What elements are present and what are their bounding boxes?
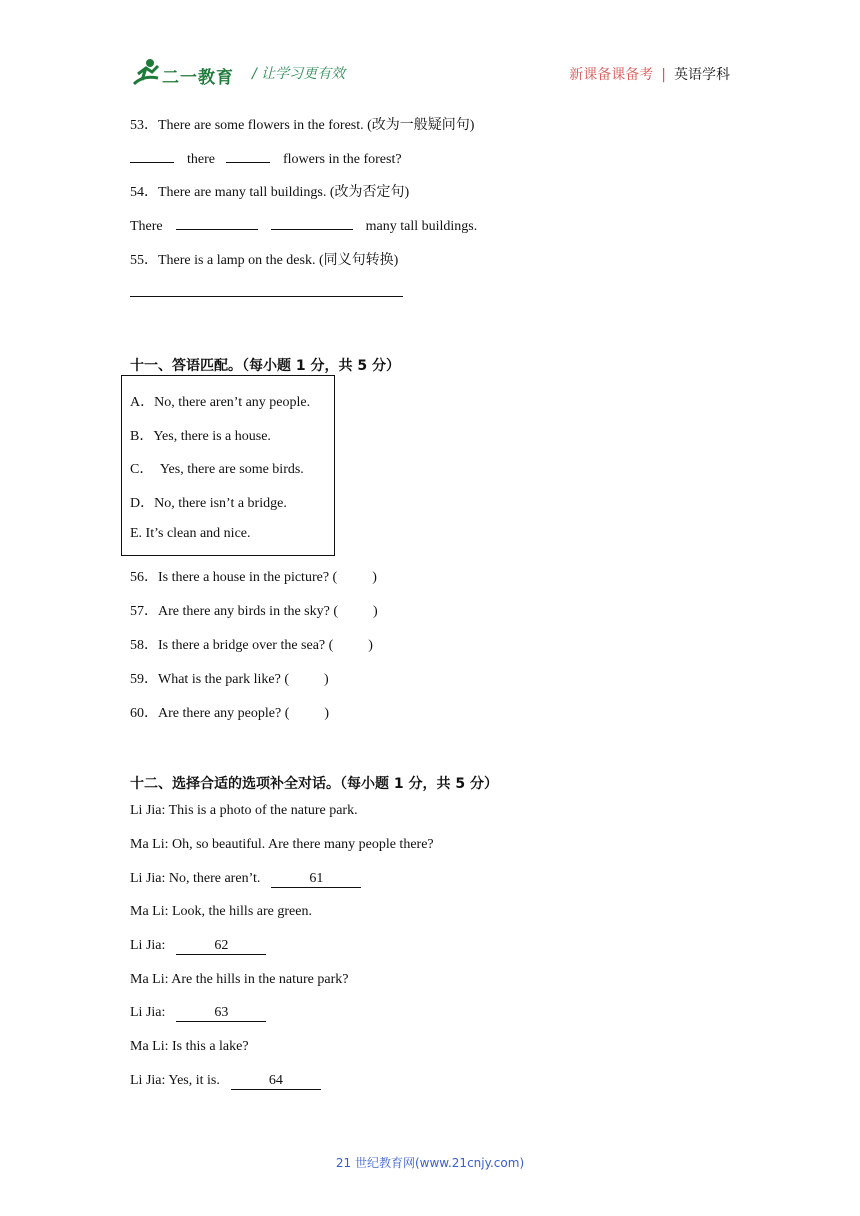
header-separator: | (661, 67, 666, 83)
dialogue-text: Li Jia: (130, 1005, 166, 1020)
dialogue-line: Ma Li: Oh, so beautiful. Are there many people there? (130, 837, 434, 852)
answer-text: there (187, 152, 215, 167)
section-12-heading: 十二、选择合适的选项补全对话。（每小题 1 分，共 5 分） (130, 776, 498, 792)
logo (130, 56, 250, 90)
dialogue-line: Ma Li: Are the hills in the nature park? (130, 972, 349, 987)
dialogue-line: Ma Li: Look, the hills are green. (130, 904, 312, 919)
page-footer: 21 世纪教育网(www.21cnjy.com) (335, 1156, 525, 1170)
answer-blank-63[interactable]: 63 (176, 1005, 266, 1022)
dialogue-line (130, 1073, 321, 1090)
question-53: 53．There are some flowers in the forest. (改为一般疑问句) (130, 118, 475, 133)
answer-text: many tall buildings. (365, 219, 478, 234)
question-58: 58．Is there a bridge over the sea? ( ) (130, 638, 373, 653)
answer-blank[interactable] (271, 215, 353, 230)
question-56: 56．Is there a house in the picture? ( ) (130, 570, 377, 585)
question-54: 54．There are many tall buildings. (改为否定句) (130, 185, 410, 200)
answer-text: There (130, 219, 163, 234)
slogan: / 让学习更有效 (252, 66, 346, 82)
question-55: 55．There is a lamp on the desk. (同义句转换) (130, 253, 399, 268)
answer-blank[interactable] (130, 148, 174, 163)
runner-logo-icon (130, 56, 162, 90)
answer-blank-61[interactable]: 61 (271, 871, 361, 888)
dialogue-line: Li Jia: This is a photo of the nature park. (130, 803, 358, 818)
page-header (130, 56, 730, 90)
question-60: 60．Are there any people? ( ) (130, 706, 330, 721)
option-a: A．No, there aren’t any people. (130, 395, 311, 410)
answer-blank-64[interactable]: 64 (231, 1073, 321, 1090)
answer-blank-55[interactable] (130, 282, 403, 297)
dialogue-line: Ma Li: Is this a lake? (130, 1039, 249, 1054)
answer-blank[interactable] (226, 148, 270, 163)
dialogue-text: Li Jia: Yes, it is. (130, 1073, 220, 1088)
dialogue-text: Li Jia: No, there aren’t. (130, 871, 261, 886)
header-subject-label: 英语学科 (674, 67, 730, 83)
question-57: 57．Are there any birds in the sky? ( ) (130, 604, 378, 619)
answer-line-54 (130, 215, 477, 235)
option-e: E. It’s clean and nice. (130, 526, 251, 541)
header-tag: 新课备课备考 (569, 67, 654, 83)
dialogue-line (130, 938, 266, 955)
option-c: C． Yes, there are some birds. (130, 462, 304, 477)
header-subject (569, 64, 730, 84)
option-b: B．Yes, there is a house. (130, 429, 271, 444)
section-11-heading: 十一、答语匹配。（每小题 1 分，共 5 分） (130, 358, 400, 374)
option-d: D．No, there isn’t a bridge. (130, 496, 287, 511)
answer-blank[interactable] (176, 215, 258, 230)
dialogue-line (130, 871, 361, 888)
question-59: 59．What is the park like? ( ) (130, 672, 329, 687)
dialogue-line (130, 1005, 266, 1022)
logo-text: 二一教育 (162, 68, 234, 88)
dialogue-text: Li Jia: (130, 938, 166, 953)
answer-text: flowers in the forest? (282, 152, 402, 167)
answer-blank-62[interactable]: 62 (176, 938, 266, 955)
answer-line-53 (130, 148, 402, 168)
